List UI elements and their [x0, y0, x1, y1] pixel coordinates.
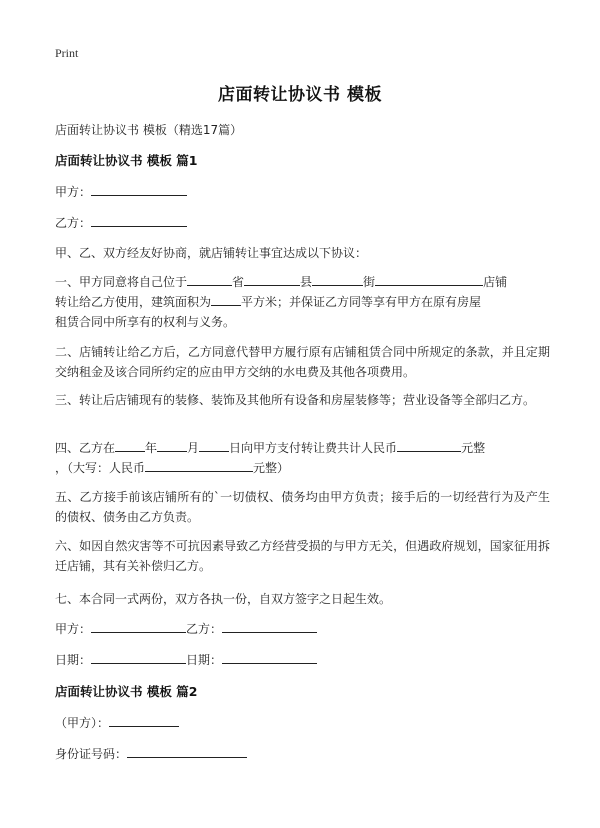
- sign-a-blank: [91, 621, 186, 633]
- sign-b-blank: [222, 621, 317, 633]
- id-number-label: 身份证号码：: [55, 747, 128, 761]
- date-b-blank: [222, 652, 317, 664]
- year-blank: [115, 440, 145, 452]
- clause-2: 二、店铺转让给乙方后，乙方同意代替甲方履行原有店铺租赁合同中所规定的条款，并且定期交纳租金及该合同所约定的应由甲方交纳的水电费及其他各项费用。: [55, 345, 550, 379]
- day-blank: [199, 440, 229, 452]
- clause4-text-e: 元整: [461, 441, 486, 455]
- clause1-text-c: 县: [300, 275, 313, 289]
- street-blank: [312, 274, 363, 286]
- area-blank: [211, 294, 241, 306]
- clause1-text-g: 平方米；并保证乙方同等享有甲方在原有房屋: [241, 295, 482, 309]
- party-b-line: [55, 214, 187, 231]
- clause-5: 五、乙方接手前该店铺所有的`一切债权、债务均由甲方负责；接手后的一切经营行为及产生的债权、债务由乙方负责。: [55, 490, 550, 524]
- party-b-label: 乙方：: [55, 216, 92, 230]
- address-blank: [375, 274, 483, 286]
- clause1-text-a: 一、甲方同意将自己位于: [55, 275, 188, 289]
- clause4-text-b: 年: [145, 441, 158, 455]
- clause4-text-g: 元整）: [253, 461, 290, 475]
- date-b-label: 日期：: [186, 653, 223, 667]
- clause1-text-d: 街: [363, 275, 376, 289]
- document-subtitle: 店面转让协议书 模板（精选17篇）: [55, 123, 243, 137]
- clause4-text-a: 四、乙方在: [55, 441, 116, 455]
- party-a-blank: [91, 184, 187, 196]
- date-a-label: 日期：: [55, 653, 92, 667]
- section2-party-a-line: [55, 714, 179, 731]
- party-a-label: 甲方：: [55, 185, 92, 199]
- clause1-text-f: 转让给乙方使用，建筑面积为: [55, 295, 212, 309]
- clause-3: 三、转让后店铺现有的装修、装饰及其他所有设备和房屋装修等；营业设备等全部归乙方。: [55, 393, 536, 407]
- page-title: 店面转让协议书 模板: [218, 85, 382, 105]
- clause-1: [55, 272, 550, 332]
- amount-words-blank: [145, 460, 253, 472]
- clause4-text-c: 月: [187, 441, 200, 455]
- section2-party-a-blank: [109, 715, 179, 727]
- section1-heading: 店面转让协议书 模板 篇1: [55, 153, 198, 168]
- id-number-line: [55, 745, 247, 762]
- id-number-blank: [127, 746, 247, 758]
- signature-line: [55, 620, 317, 637]
- county-blank: [244, 274, 300, 286]
- sign-a-label: 甲方：: [55, 622, 92, 636]
- date-a-blank: [91, 652, 186, 664]
- month-blank: [157, 440, 187, 452]
- clause4-text-d: 日向甲方支付转让费共计人民币: [229, 441, 398, 455]
- clause-7: 七、本合同一式两份，双方各执一份，自双方签字之日起生效。: [55, 592, 392, 606]
- amount-blank: [397, 440, 461, 452]
- intro-text: 甲、乙、双方经友好协商，就店铺转让事宜达成以下协议：: [55, 246, 368, 260]
- clause1-text-h: 租赁合同中所享有的权利与义务。: [55, 315, 236, 329]
- clause1-text-b: 省: [232, 275, 245, 289]
- date-line: [55, 651, 317, 668]
- clause-4: [55, 438, 550, 478]
- clause-6: 六、如因自然灾害等不可抗因素导致乙方经营受损的与甲方无关，但遇政府规划，国家征用拆迁店铺，其有关补偿归乙方。: [55, 539, 550, 573]
- party-a-line: [55, 183, 187, 200]
- sign-b-label: 乙方：: [186, 622, 223, 636]
- clause1-text-e: 店铺: [483, 275, 508, 289]
- section2-party-a-label: （甲方）：: [55, 716, 110, 730]
- clause4-text-f: ，（大写：人民币: [55, 461, 146, 475]
- print-link[interactable]: Print: [55, 46, 79, 60]
- party-b-blank: [91, 215, 187, 227]
- section2-heading: 店面转让协议书 模板 篇2: [55, 684, 198, 699]
- province-blank: [187, 274, 232, 286]
